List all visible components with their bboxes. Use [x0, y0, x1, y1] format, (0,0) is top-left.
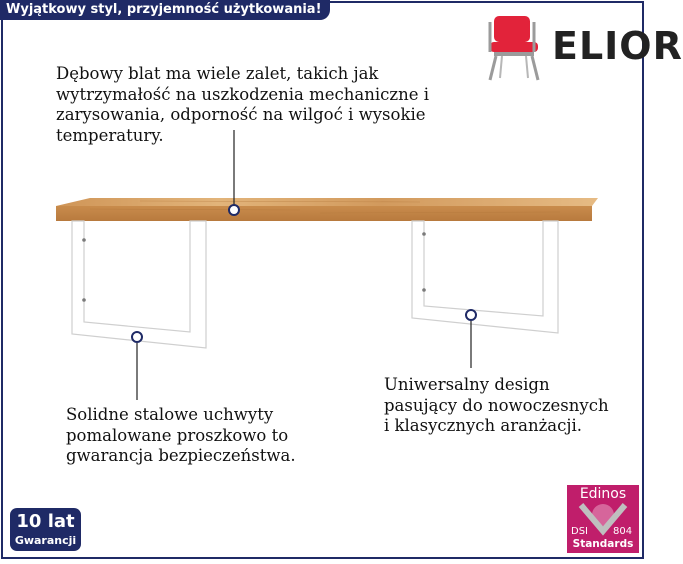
callout-line: Dębowy blat ma wiele zalet, takich jak	[56, 64, 379, 83]
callout-line: temperatury.	[56, 125, 164, 145]
certificate-dsi: DSI	[571, 526, 588, 537]
certificate-number: 804	[613, 526, 633, 537]
callout-line: gwarancja bezpieczeństwa.	[66, 446, 296, 465]
callout-line: zarysowania, odporność na wilgoć i wysokie	[56, 105, 426, 124]
callout-wood-top	[56, 64, 456, 146]
banner: Wyjątkowy styl, przyjemność użytkowania!	[0, 0, 330, 20]
callout-brackets	[66, 405, 336, 467]
warranty-badge	[10, 508, 81, 551]
warranty-years: 10 lat	[16, 511, 75, 532]
callout-line: Solidne stalowe uchwyty	[66, 405, 274, 424]
callout-line: Uniwersalny design	[384, 375, 550, 394]
callout-line: pasujący do nowoczesnych	[384, 395, 609, 415]
certificate-badge	[567, 485, 639, 553]
warranty-label: Gwarancji	[14, 534, 77, 547]
certificate-name: Edinos	[579, 486, 627, 502]
callout-design	[384, 375, 634, 437]
callout-line: i klasycznych aranżacji.	[384, 416, 583, 435]
certificate-standards: Standards	[572, 538, 634, 550]
callout-line: wytrzymałość na uszkodzenia mechaniczne i	[56, 84, 429, 104]
brand-name: ELIOR	[552, 24, 683, 68]
callout-line: pomalowane proszkowo to	[66, 425, 289, 445]
